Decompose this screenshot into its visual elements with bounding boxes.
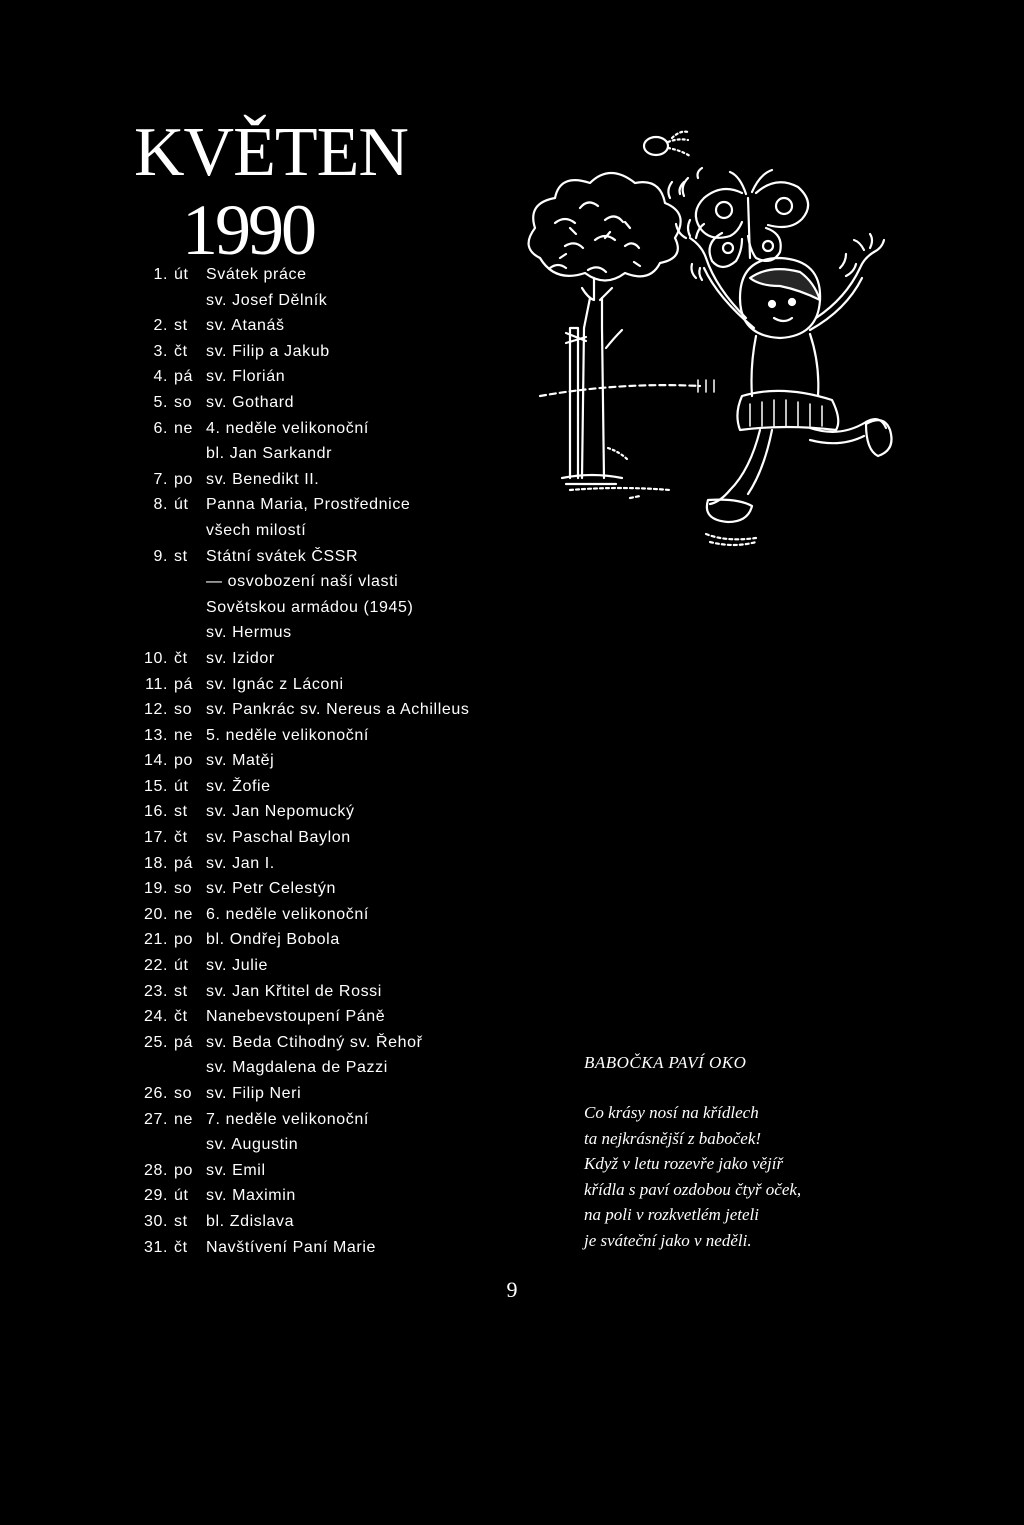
calendar-day-row xyxy=(140,620,540,646)
calendar-day-row xyxy=(140,774,540,800)
day-number: 19. xyxy=(143,880,168,898)
feast-name: sv. Atanáš xyxy=(206,317,285,335)
calendar-day-row xyxy=(140,748,540,774)
day-number: 16. xyxy=(143,803,168,821)
feast-name: Navštívení Paní Marie xyxy=(206,1238,376,1256)
day-of-week xyxy=(168,569,206,595)
day-of-week: pá xyxy=(174,1033,193,1051)
calendar-day-row xyxy=(140,723,540,749)
day-number: 14. xyxy=(143,752,168,770)
calendar-day-row xyxy=(140,646,540,672)
day-number: 3. xyxy=(153,342,168,360)
day-of-week xyxy=(168,1055,206,1081)
feast-name: sv. Florián xyxy=(206,368,286,386)
day-of-week: po xyxy=(174,931,193,949)
calendar-day-row xyxy=(140,1081,540,1107)
feast-name: bl. Ondřej Bobola xyxy=(206,931,340,949)
year-title: 1990 xyxy=(182,190,314,270)
feast-name: sv. Filip a Jakub xyxy=(206,342,330,360)
day-of-week xyxy=(168,595,206,621)
day-number xyxy=(140,441,168,467)
calendar-day-row xyxy=(140,313,540,339)
feast-name: sv. Pankrác sv. Nereus a Achilleus xyxy=(206,701,470,719)
day-number: 13. xyxy=(143,726,168,744)
feast-name: sv. Emil xyxy=(206,1161,266,1179)
calendar-day-row xyxy=(140,876,540,902)
calendar-day-row xyxy=(140,364,540,390)
day-of-week: ne xyxy=(174,419,193,437)
calendar-day-row xyxy=(140,697,540,723)
day-number: 12. xyxy=(143,701,168,719)
calendar-day-row xyxy=(140,595,540,621)
day-number: 23. xyxy=(143,982,168,1000)
calendar-day-row xyxy=(140,953,540,979)
day-of-week: st xyxy=(174,547,188,565)
calendar-day-row xyxy=(140,1235,540,1261)
day-number: 22. xyxy=(143,957,168,975)
day-number: 27. xyxy=(143,1110,168,1128)
feast-name: bl. Zdislava xyxy=(206,1212,295,1230)
calendar-day-row xyxy=(140,390,540,416)
calendar-day-row xyxy=(140,518,540,544)
day-of-week: po xyxy=(174,752,193,770)
day-number xyxy=(140,518,168,544)
feast-name: sv. Jan Křtitel de Rossi xyxy=(206,982,382,1000)
feast-name: sv. Žofie xyxy=(206,777,271,795)
day-of-week xyxy=(168,518,206,544)
feast-name: sv. Beda Ctihodný sv. Řehoř xyxy=(206,1033,423,1051)
calendar-day-row xyxy=(140,416,540,442)
day-number: 26. xyxy=(143,1085,168,1102)
day-number: 2. xyxy=(153,317,168,335)
day-number: 4. xyxy=(153,368,168,386)
day-of-week xyxy=(168,288,206,314)
day-of-week: ne xyxy=(174,726,193,744)
day-number: 29. xyxy=(143,1187,168,1205)
day-number: 7. xyxy=(153,470,168,488)
day-number: 15. xyxy=(143,777,168,795)
day-of-week: st xyxy=(174,1212,188,1230)
day-of-week: čt xyxy=(174,342,188,360)
day-of-week: čt xyxy=(174,829,188,847)
day-number: 24. xyxy=(143,1008,168,1026)
day-of-week: pá xyxy=(174,675,193,693)
day-number: 10. xyxy=(143,649,168,667)
poem-line: křídla s paví ozdobou čtyř oček, xyxy=(584,1179,802,1199)
poem xyxy=(584,1050,864,1253)
day-of-week: út xyxy=(174,1187,189,1205)
day-number: 28. xyxy=(143,1161,168,1179)
day-of-week: čt xyxy=(174,1238,188,1256)
day-number xyxy=(140,1132,168,1158)
day-of-week: út xyxy=(174,266,189,283)
day-of-week xyxy=(168,620,206,646)
feast-name: 4. neděle velikonoční xyxy=(206,419,369,437)
feast-name: sv. Magdalena de Pazzi xyxy=(206,1059,388,1077)
month-title: KVĚTEN xyxy=(134,114,408,191)
tree-icon xyxy=(529,173,700,498)
poem-line: Co krásy nosí na křídlech xyxy=(584,1103,759,1122)
calendar-day-row xyxy=(140,1132,540,1158)
feast-name: sv. Matěj xyxy=(206,752,275,770)
calendar-day-row xyxy=(140,492,540,518)
feast-name: 5. neděle velikonoční xyxy=(206,726,369,744)
day-number xyxy=(140,569,168,595)
feast-name: sv. Izidor xyxy=(206,649,275,667)
feast-name: sv. Julie xyxy=(206,957,269,975)
day-of-week: út xyxy=(174,496,189,514)
day-of-week: út xyxy=(174,777,189,795)
day-number: 9. xyxy=(153,547,168,565)
day-of-week: čt xyxy=(174,649,188,667)
feast-name: sv. Ignác z Láconi xyxy=(206,675,344,693)
calendar-day-row xyxy=(140,1209,540,1235)
day-of-week: út xyxy=(174,957,189,975)
feast-name: Nanebevstoupení Páně xyxy=(206,1008,386,1026)
girl-tree-butterfly-illustration xyxy=(510,128,900,578)
calendar-day-row xyxy=(140,1183,540,1209)
calendar-day-row xyxy=(140,979,540,1005)
feast-name: sv. Jan Nepomucký xyxy=(206,803,355,821)
feast-name: sv. Hermus xyxy=(206,624,292,642)
calendar-day-row xyxy=(140,339,540,365)
day-number: 18. xyxy=(143,854,168,872)
day-number: 31. xyxy=(143,1238,168,1256)
calendar-day-row xyxy=(140,1055,540,1081)
day-of-week: so xyxy=(174,701,193,719)
feast-name: sv. Jan I. xyxy=(206,854,275,872)
day-number xyxy=(140,620,168,646)
day-number: 30. xyxy=(143,1212,168,1230)
feast-name: Státní svátek ČSSR xyxy=(206,547,359,565)
day-of-week: st xyxy=(174,982,188,1000)
feast-name: sv. Petr Celestýn xyxy=(206,880,336,898)
calendar-day-row xyxy=(140,902,540,928)
feast-name: Panna Maria, Prostřednice xyxy=(206,496,411,514)
calendar-day-row xyxy=(140,799,540,825)
calendar-day-row xyxy=(140,441,540,467)
poem-lines xyxy=(584,1100,864,1253)
day-list xyxy=(140,262,540,1260)
page-number: 9 xyxy=(506,1277,518,1302)
feast-name: sv. Josef Dělník xyxy=(206,291,328,309)
day-of-week: ne xyxy=(174,1110,193,1128)
calendar-day-row xyxy=(140,1030,540,1056)
feast-name: sv. Benedikt II. xyxy=(206,470,320,488)
feast-name: sv. Augustin xyxy=(206,1136,299,1154)
day-number xyxy=(140,595,168,621)
day-of-week: st xyxy=(174,317,188,335)
calendar-day-row xyxy=(140,672,540,698)
calendar-day-row xyxy=(140,288,540,314)
feast-name: sv. Paschal Baylon xyxy=(206,829,351,847)
day-number: 21. xyxy=(143,931,168,949)
day-of-week xyxy=(168,1132,206,1158)
day-number xyxy=(140,1055,168,1081)
day-of-week: so xyxy=(174,393,193,411)
day-number: 11. xyxy=(145,675,168,693)
day-of-week xyxy=(168,441,206,467)
feast-name: všech milostí xyxy=(206,521,307,539)
calendar-day-row xyxy=(140,544,540,570)
day-of-week: pá xyxy=(174,854,193,872)
calendar-day-row xyxy=(140,927,540,953)
calendar-day-row xyxy=(140,825,540,851)
feast-name: Sovětskou armádou (1945) xyxy=(206,598,414,616)
day-number: 17. xyxy=(143,829,168,847)
calendar-day-row xyxy=(140,262,540,288)
bug-icon xyxy=(644,132,690,156)
day-of-week: ne xyxy=(174,905,193,923)
day-number xyxy=(140,288,168,314)
feast-name: 7. neděle velikonoční xyxy=(206,1110,369,1128)
poem-line: na poli v rozkvetlém jeteli xyxy=(584,1205,759,1224)
calendar-day-row xyxy=(140,1158,540,1184)
butterfly-icon xyxy=(683,168,808,267)
day-number: 6. xyxy=(153,419,168,437)
calendar-day-row xyxy=(140,569,540,595)
day-of-week: po xyxy=(174,1161,193,1179)
feast-name: sv. Maximin xyxy=(206,1187,296,1205)
calendar-day-row xyxy=(140,851,540,877)
poem-line: ta nejkrásnější z baboček! xyxy=(584,1128,762,1148)
day-of-week: so xyxy=(174,880,193,898)
day-of-week: pá xyxy=(174,368,193,386)
feast-name: bl. Jan Sarkandr xyxy=(206,445,333,463)
day-number: 8. xyxy=(153,496,168,514)
poem-line: Když v letu rozevře jako vějíř xyxy=(584,1154,784,1173)
girl-icon xyxy=(668,182,891,545)
poem-title: BABOČKA PAVÍ OKO xyxy=(584,1053,747,1072)
feast-name: — osvobození naší vlasti xyxy=(206,573,399,591)
day-number: 5. xyxy=(153,393,168,411)
day-number: 1. xyxy=(153,266,168,283)
poem-line: je sváteční jako v neděli. xyxy=(584,1230,752,1250)
day-of-week: čt xyxy=(174,1008,188,1026)
calendar-day-row xyxy=(140,467,540,493)
calendar-day-row xyxy=(140,1004,540,1030)
day-of-week: so xyxy=(174,1085,193,1102)
day-number: 20. xyxy=(143,905,168,923)
feast-name: sv. Gothard xyxy=(206,393,295,411)
calendar-day-row xyxy=(140,1107,540,1133)
day-of-week: po xyxy=(174,470,193,488)
feast-name: sv. Filip Neri xyxy=(206,1085,302,1102)
feast-name: 6. neděle velikonoční xyxy=(206,905,369,923)
feast-name: Svátek práce xyxy=(206,266,307,283)
day-number: 25. xyxy=(143,1033,168,1051)
day-of-week: st xyxy=(174,803,188,821)
